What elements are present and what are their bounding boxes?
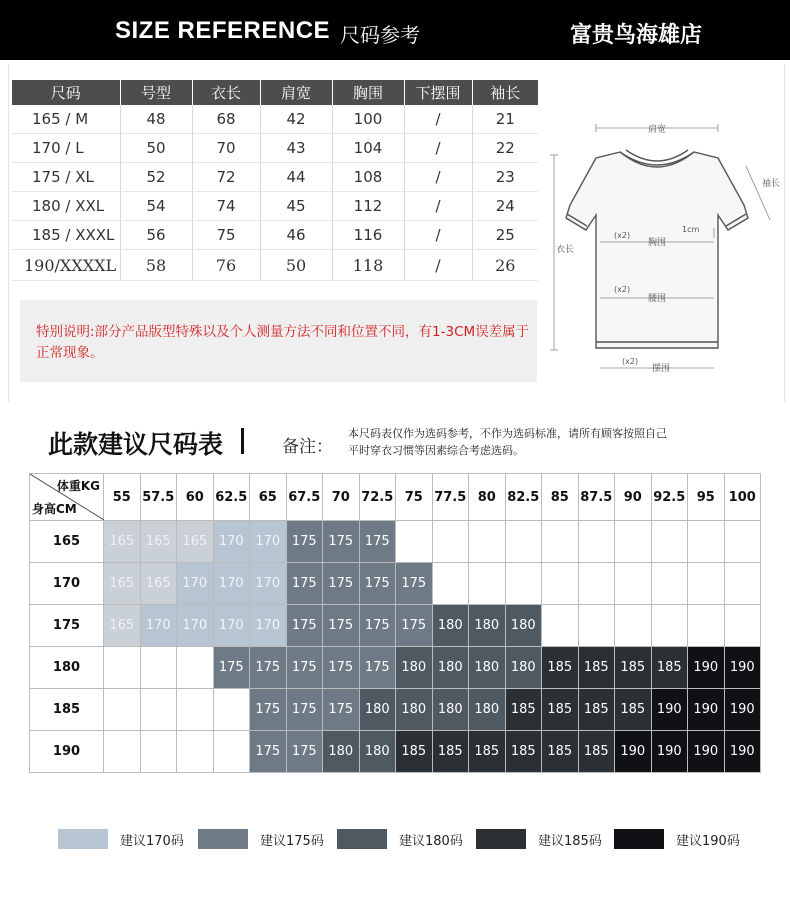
grid-cell-size: 190 [615, 731, 652, 773]
weight-header: 92.5 [651, 474, 688, 521]
size-table-header [12, 80, 538, 105]
height-header: 175 [30, 605, 104, 647]
grid-cell-size: 185 [432, 731, 469, 773]
label-sleeve: 袖长 [762, 179, 780, 189]
label-length: 衣长 [556, 245, 575, 255]
table-cell: 24 [472, 192, 538, 221]
grid-cell-size: 165 [104, 563, 141, 605]
table-cell: 190/XXXXL [12, 250, 120, 281]
weight-header: 90 [615, 474, 652, 521]
label-waist: 腰围 [648, 294, 667, 304]
grid-cell-size: 180 [359, 731, 396, 773]
table-cell: 50 [120, 134, 192, 163]
grid-cell-size: 185 [542, 647, 579, 689]
weight-header: 95 [688, 474, 725, 521]
col-header: 尺码 [12, 80, 120, 105]
grid-row [30, 731, 761, 773]
legend-label: 建议180码 [399, 833, 463, 849]
table-cell: 170 / L [12, 134, 120, 163]
table-cell: 58 [120, 250, 192, 281]
weight-header: 70 [323, 474, 360, 521]
table-cell: 165 / M [12, 105, 120, 134]
grid-cell-empty [578, 563, 615, 605]
weight-axis-label: 体重KG [56, 479, 100, 493]
grid-cell-empty [104, 647, 141, 689]
grid-cell-empty [688, 521, 725, 563]
table-cell: 70 [192, 134, 260, 163]
grid-cell-empty [140, 647, 177, 689]
grid-row [30, 521, 761, 563]
table-cell: 26 [472, 250, 538, 281]
grid-cell-empty [505, 563, 542, 605]
store-name: 富贵鸟海雄店 [570, 23, 703, 48]
grid-cell-size: 180 [505, 605, 542, 647]
table-cell: 25 [472, 221, 538, 250]
grid-cell-size: 185 [615, 689, 652, 731]
grid-cell-size: 175 [323, 689, 360, 731]
legend-swatch [58, 829, 108, 849]
grid-cell-size: 185 [542, 689, 579, 731]
table-cell: 54 [120, 192, 192, 221]
grid-cell-size: 180 [432, 689, 469, 731]
legend-item [58, 828, 184, 850]
grid-cell-size: 175 [250, 731, 287, 773]
grid-cell-size: 185 [505, 689, 542, 731]
weight-header: 67.5 [286, 474, 323, 521]
label-x2-hem: (x2) [622, 357, 639, 366]
table-cell: 52 [120, 163, 192, 192]
table-cell: / [404, 163, 472, 192]
grid-cell-empty [177, 731, 214, 773]
table-cell: 72 [192, 163, 260, 192]
grid-cell-empty [688, 563, 725, 605]
weight-header: 87.5 [578, 474, 615, 521]
table-cell: / [404, 221, 472, 250]
legend-label: 建议190码 [676, 833, 740, 849]
table-cell: / [404, 134, 472, 163]
table-cell: / [404, 192, 472, 221]
legend-swatch [198, 829, 248, 849]
grid-row [30, 647, 761, 689]
table-cell: 104 [332, 134, 404, 163]
height-header: 180 [30, 647, 104, 689]
col-header: 下摆围 [404, 80, 472, 105]
table-cell: 43 [260, 134, 332, 163]
table-cell: 68 [192, 105, 260, 134]
grid-cell-empty [469, 563, 506, 605]
note-box [20, 300, 537, 382]
legend-swatch [337, 829, 387, 849]
grid-cell-size: 185 [542, 731, 579, 773]
height-axis-label: 身高CM [32, 502, 77, 516]
grid-cell-size: 180 [469, 605, 506, 647]
weight-header: 60 [177, 474, 214, 521]
grid-cell-size: 170 [177, 605, 214, 647]
table-cell: 42 [260, 105, 332, 134]
grid-cell-size: 170 [250, 605, 287, 647]
grid-cell-size: 190 [724, 647, 761, 689]
grid-cell-empty [724, 605, 761, 647]
weight-header: 55 [104, 474, 141, 521]
grid-header-row [30, 474, 761, 521]
tshirt-measurement-diagram [548, 110, 780, 380]
table-cell: 21 [472, 105, 538, 134]
note-text: 特别说明:部分产品版型特殊以及个人测量方法不同和位置不同，有1-3CM误差属于正常现象。 [36, 324, 530, 361]
grid-cell-size: 165 [177, 521, 214, 563]
table-row [12, 134, 538, 163]
grid-row [30, 563, 761, 605]
grid-cell-empty [104, 731, 141, 773]
recommend-grid [29, 473, 761, 773]
remark-label: 备注： [282, 437, 333, 457]
title-en: SIZE REFERENCE [115, 17, 331, 44]
grid-cell-size: 175 [323, 563, 360, 605]
grid-cell-size: 175 [286, 689, 323, 731]
grid-cell-size: 175 [286, 647, 323, 689]
grid-cell-empty [578, 521, 615, 563]
grid-cell-size: 185 [578, 647, 615, 689]
grid-cell-size: 170 [213, 605, 250, 647]
table-cell: 23 [472, 163, 538, 192]
height-header: 185 [30, 689, 104, 731]
grid-cell-size: 175 [323, 647, 360, 689]
table-cell: 22 [472, 134, 538, 163]
grid-cell-size: 185 [578, 689, 615, 731]
grid-row [30, 605, 761, 647]
grid-cell-size: 190 [688, 731, 725, 773]
recommend-title: 此款建议尺码表 [48, 430, 224, 459]
grid-cell-size: 175 [286, 563, 323, 605]
table-row [12, 250, 538, 281]
grid-cell-size: 175 [359, 521, 396, 563]
weight-header: 82.5 [505, 474, 542, 521]
grid-cell-size: 175 [323, 605, 360, 647]
grid-cell-size: 180 [469, 689, 506, 731]
weight-header: 57.5 [140, 474, 177, 521]
weight-header: 100 [724, 474, 761, 521]
table-row [12, 192, 538, 221]
weight-header: 65 [250, 474, 287, 521]
grid-cell-size: 185 [578, 731, 615, 773]
legend-swatch [476, 829, 526, 849]
weight-header: 80 [469, 474, 506, 521]
grid-cell-empty [213, 689, 250, 731]
table-cell: 100 [332, 105, 404, 134]
grid-cell-size: 175 [396, 605, 433, 647]
grid-cell-empty [177, 647, 214, 689]
legend-label: 建议185码 [538, 833, 602, 849]
grid-cell-empty [724, 563, 761, 605]
grid-cell-size: 165 [140, 521, 177, 563]
grid-cell-size: 180 [432, 647, 469, 689]
grid-cell-size: 170 [177, 563, 214, 605]
grid-cell-empty [213, 731, 250, 773]
table-cell: 56 [120, 221, 192, 250]
grid-cell-size: 175 [396, 563, 433, 605]
grid-cell-size: 180 [469, 647, 506, 689]
grid-cell-empty [432, 521, 469, 563]
weight-header: 62.5 [213, 474, 250, 521]
grid-cell-size: 175 [359, 563, 396, 605]
col-header: 胸围 [332, 80, 404, 105]
col-header: 肩宽 [260, 80, 332, 105]
grid-cell-size: 185 [651, 647, 688, 689]
grid-cell-empty [724, 521, 761, 563]
label-hem: 摆围 [652, 364, 671, 374]
grid-cell-empty [615, 563, 652, 605]
table-row [12, 221, 538, 250]
grid-cell-empty [177, 689, 214, 731]
grid-cell-empty [688, 605, 725, 647]
grid-cell-size: 180 [505, 647, 542, 689]
table-cell: 118 [332, 250, 404, 281]
remark-line-1: 本尺码表仅作为选码参考，不作为选码标准，请所有顾客按照自己 [348, 427, 667, 440]
legend-swatch [614, 829, 664, 849]
grid-cell-empty [651, 521, 688, 563]
grid-cell-empty [651, 605, 688, 647]
weight-header: 75 [396, 474, 433, 521]
col-header: 衣长 [192, 80, 260, 105]
size-table [12, 80, 538, 281]
grid-cell-size: 180 [432, 605, 469, 647]
grid-cell-empty [104, 689, 141, 731]
legend-item [476, 828, 602, 850]
grid-cell-empty [505, 521, 542, 563]
grid-cell-size: 170 [250, 521, 287, 563]
label-shoulder: 肩宽 [648, 125, 667, 135]
col-header: 号型 [120, 80, 192, 105]
grid-cell-empty [542, 521, 579, 563]
title-divider [241, 428, 244, 454]
grid-cell-size: 170 [213, 563, 250, 605]
table-cell: 44 [260, 163, 332, 192]
legend-item [198, 828, 324, 850]
table-cell: 116 [332, 221, 404, 250]
grid-cell-size: 190 [724, 689, 761, 731]
grid-cell-size: 190 [724, 731, 761, 773]
grid-cell-size: 170 [213, 521, 250, 563]
label-x2-chest: (x2) [614, 231, 631, 240]
grid-cell-size: 185 [615, 647, 652, 689]
grid-cell-empty [542, 563, 579, 605]
grid-cell-size: 190 [651, 731, 688, 773]
grid-cell-size: 175 [359, 647, 396, 689]
grid-cell-empty [542, 605, 579, 647]
table-cell: 48 [120, 105, 192, 134]
height-header: 190 [30, 731, 104, 773]
grid-cell-empty [469, 521, 506, 563]
table-cell: 74 [192, 192, 260, 221]
table-cell: 112 [332, 192, 404, 221]
grid-cell-size: 175 [286, 521, 323, 563]
grid-cell-size: 190 [651, 689, 688, 731]
height-header: 170 [30, 563, 104, 605]
table-row [12, 163, 538, 192]
grid-cell-size: 185 [469, 731, 506, 773]
table-cell: / [404, 250, 472, 281]
grid-corner [30, 474, 104, 521]
table-row [12, 105, 538, 134]
weight-header: 72.5 [359, 474, 396, 521]
grid-cell-empty [615, 521, 652, 563]
grid-cell-size: 165 [104, 605, 141, 647]
grid-cell-size: 175 [286, 605, 323, 647]
header-banner [0, 0, 790, 60]
table-cell: 175 / XL [12, 163, 120, 192]
grid-cell-size: 165 [104, 521, 141, 563]
table-cell: / [404, 105, 472, 134]
table-cell: 108 [332, 163, 404, 192]
grid-cell-size: 175 [213, 647, 250, 689]
label-chest: 胸围 [648, 238, 667, 248]
grid-cell-size: 190 [688, 647, 725, 689]
grid-cell-empty [651, 563, 688, 605]
grid-cell-size: 190 [688, 689, 725, 731]
table-cell: 180 / XXL [12, 192, 120, 221]
grid-cell-size: 185 [505, 731, 542, 773]
grid-cell-empty [140, 689, 177, 731]
grid-cell-size: 185 [396, 731, 433, 773]
grid-cell-size: 175 [250, 689, 287, 731]
grid-cell-size: 180 [396, 647, 433, 689]
table-cell: 45 [260, 192, 332, 221]
grid-cell-size: 175 [359, 605, 396, 647]
title-cn: 尺码参考 [340, 23, 420, 47]
grid-cell-size: 170 [140, 605, 177, 647]
weight-header: 77.5 [432, 474, 469, 521]
legend-label: 建议170码 [120, 833, 184, 849]
grid-cell-size: 165 [140, 563, 177, 605]
grid-cell-empty [140, 731, 177, 773]
table-cell: 50 [260, 250, 332, 281]
table-cell: 75 [192, 221, 260, 250]
remark-line-2: 平时穿衣习惯等因素综合考虑选码。 [348, 444, 524, 457]
grid-cell-size: 170 [250, 563, 287, 605]
grid-cell-size: 175 [286, 731, 323, 773]
grid-cell-size: 175 [323, 521, 360, 563]
legend-label: 建议175码 [260, 833, 324, 849]
col-header: 袖长 [472, 80, 538, 105]
legend-item [337, 828, 463, 850]
height-header: 165 [30, 521, 104, 563]
grid-cell-size: 180 [396, 689, 433, 731]
grid-cell-empty [578, 605, 615, 647]
label-x2-waist: (x2) [614, 285, 631, 294]
legend-item [614, 828, 740, 850]
table-cell: 76 [192, 250, 260, 281]
label-1cm: 1cm [682, 225, 700, 234]
grid-cell-size: 180 [323, 731, 360, 773]
grid-cell-empty [396, 521, 433, 563]
weight-header: 85 [542, 474, 579, 521]
table-cell: 185 / XXXL [12, 221, 120, 250]
grid-cell-size: 180 [359, 689, 396, 731]
grid-row [30, 689, 761, 731]
remark-text [348, 425, 708, 459]
grid-cell-empty [615, 605, 652, 647]
grid-cell-empty [432, 563, 469, 605]
table-cell: 46 [260, 221, 332, 250]
grid-cell-size: 175 [250, 647, 287, 689]
